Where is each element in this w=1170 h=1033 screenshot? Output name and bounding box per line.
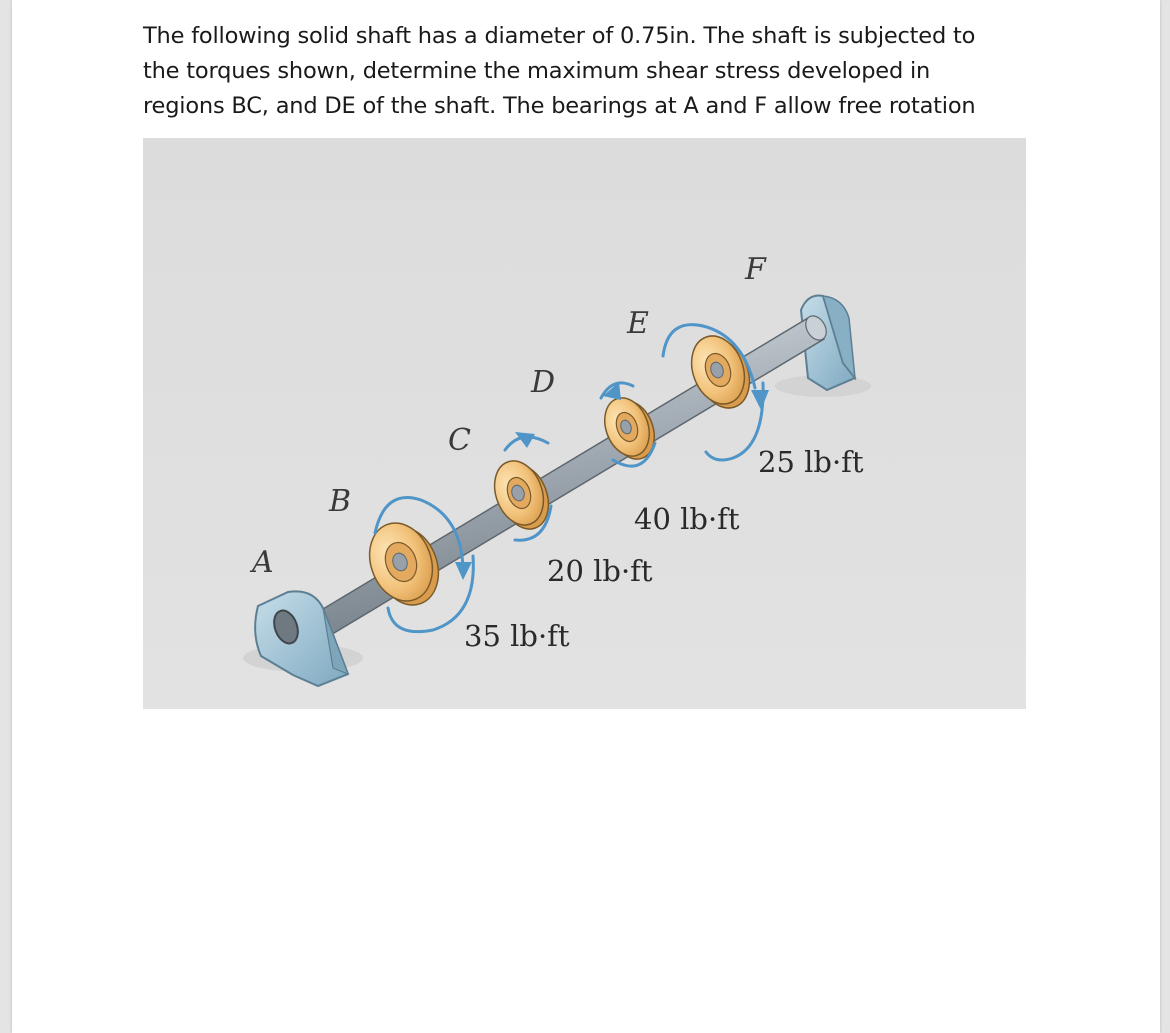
point-label-e: E	[627, 306, 649, 341]
problem-line-1: The following solid shaft has a diameter of 0.75in. The shaft is subjected to	[143, 23, 976, 49]
shaft-figure	[143, 138, 1026, 709]
point-label-a: A	[252, 545, 274, 580]
point-label-d: D	[531, 365, 556, 400]
torque-label-d: 40 lb·ft	[634, 502, 740, 536]
torque-label-b: 35 lb·ft	[464, 619, 570, 653]
point-label-c: C	[448, 423, 471, 458]
problem-line-2: the torques shown, determine the maximum shear stress developed in	[143, 58, 931, 84]
problem-statement	[143, 19, 1043, 124]
document-page	[12, 0, 1160, 1033]
torque-label-e: 25 lb·ft	[758, 445, 864, 479]
point-label-b: B	[329, 484, 352, 519]
problem-line-3: regions BC, and DE of the shaft. The bearings at A and F allow free rotation	[143, 93, 976, 119]
shaft-diagram	[143, 138, 1026, 709]
torque-label-c: 20 lb·ft	[547, 554, 653, 588]
point-label-f: F	[745, 252, 766, 287]
